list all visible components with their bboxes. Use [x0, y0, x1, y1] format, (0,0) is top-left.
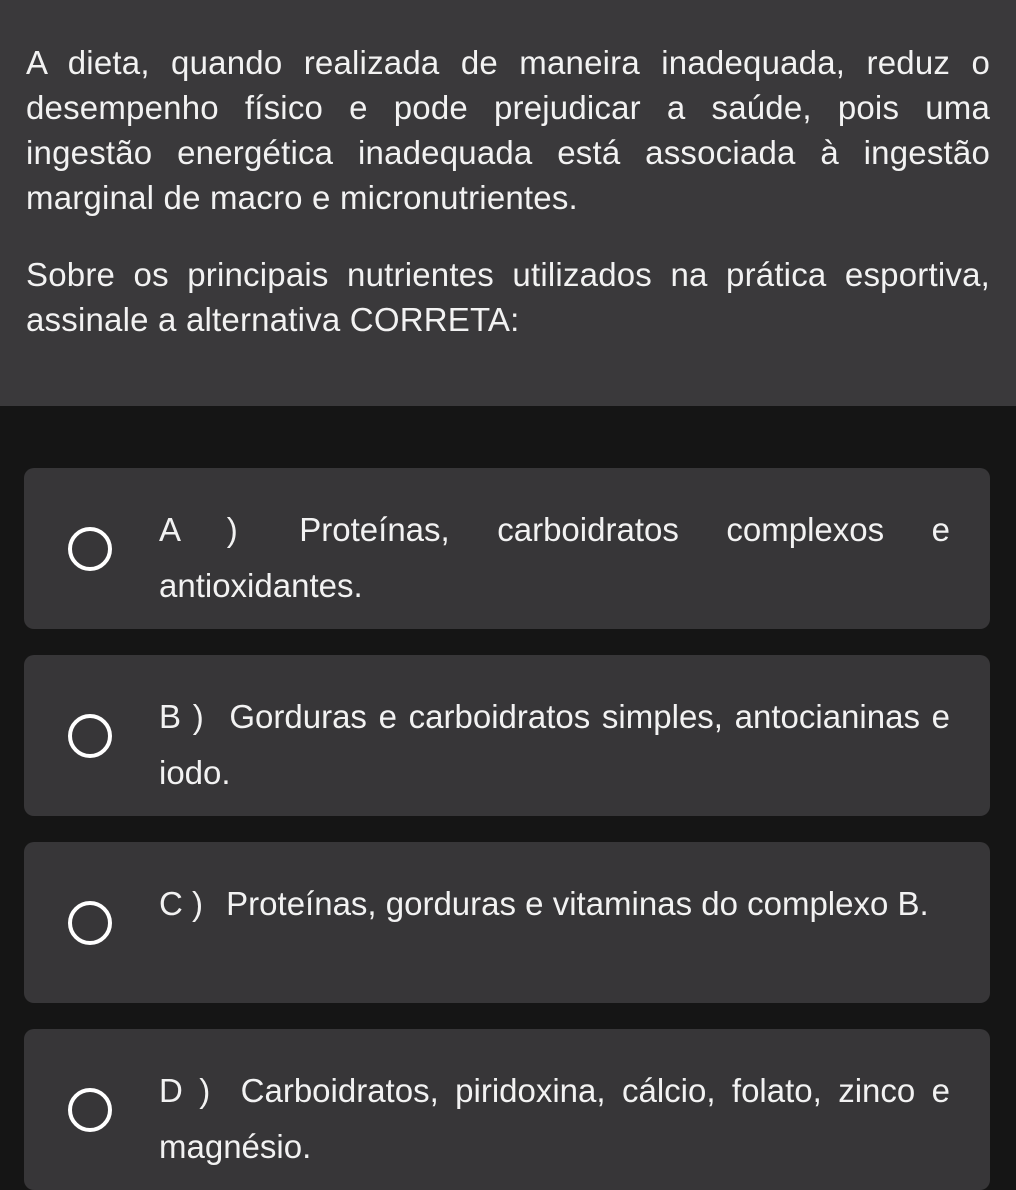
option-d-text	[159, 1063, 950, 1175]
option-d[interactable]	[24, 1029, 990, 1190]
option-a[interactable]	[24, 468, 990, 629]
radio-icon[interactable]	[68, 714, 112, 758]
radio-icon[interactable]	[68, 901, 112, 945]
option-label: Gorduras e carboidratos simples, antocianinas e iodo.	[159, 698, 950, 791]
option-c-text	[159, 876, 950, 932]
option-label: Carboidratos, piridoxina, cálcio, folato, zinco e magnésio.	[159, 1072, 950, 1165]
option-letter: A )	[159, 511, 238, 548]
option-c[interactable]	[24, 842, 990, 1003]
option-b-text	[159, 689, 950, 801]
option-b[interactable]	[24, 655, 990, 816]
option-a-text	[159, 502, 950, 614]
option-letter: D )	[159, 1072, 211, 1109]
option-label: Proteínas, gorduras e vitaminas do complexo B.	[226, 885, 929, 922]
option-letter: B )	[159, 698, 204, 735]
option-letter: C )	[159, 885, 203, 922]
radio-icon[interactable]	[68, 527, 112, 571]
question-prompt: Sobre os principais nutrientes utilizados na prática esportiva, assinale a alternativa CORRETA:	[26, 256, 990, 338]
radio-icon[interactable]	[68, 1088, 112, 1132]
option-label: Proteínas, carboidratos complexos e antioxidantes.	[159, 511, 951, 604]
question-panel	[0, 0, 1016, 406]
question-context: A dieta, quando realizada de maneira inadequada, reduz o desempenho físico e pode prejudicar a saúde, pois uma ingestão energética inadequada está associada à ingestão marginal de macro e micronutrientes.	[26, 44, 990, 216]
